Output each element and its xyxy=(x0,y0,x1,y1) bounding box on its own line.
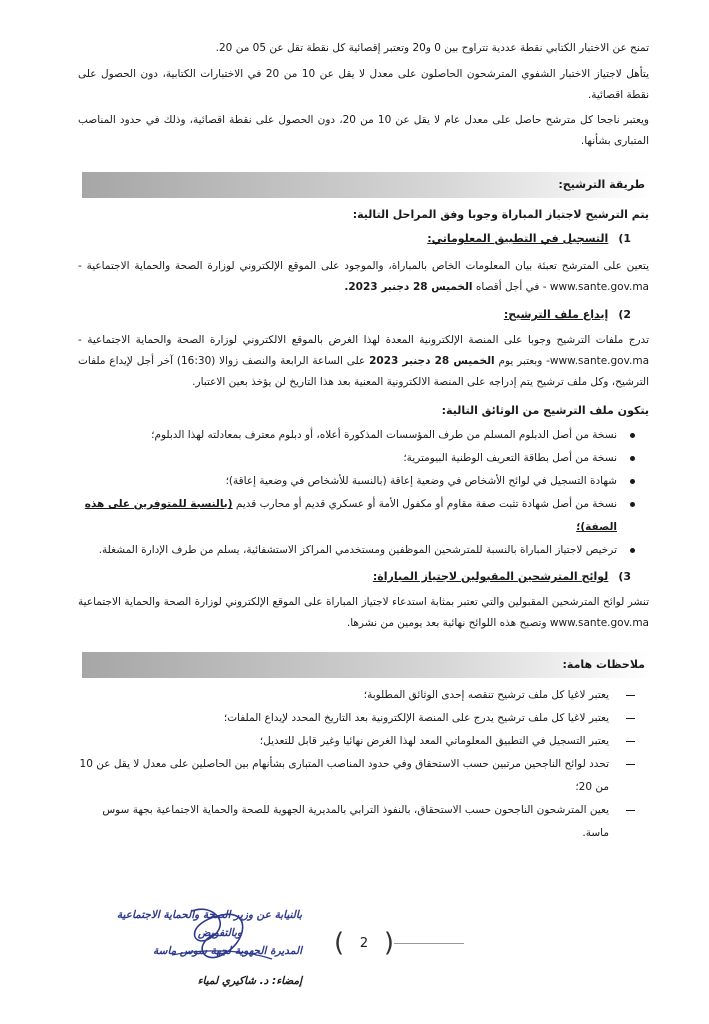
document-item: ترخيص لاجتياز المباراة بالنسبة للمترشحين الموظفين ومستخدمي المراكز الاستشفائية، يسلم من طرف الإدارة المشغلة. xyxy=(78,539,639,562)
notes-list xyxy=(78,684,639,845)
intro-line-2: يتأهل لاجتياز الاختبار الشفوي المترشحون الحاصلون على معدل لا يقل عن 10 من 20 في الاختبارات الكتابية، دون الحصول على نقطة اقصائية. xyxy=(78,68,649,101)
step3-title: لوائح المترشحين المقبولين لاجتياز المباراة: xyxy=(372,570,609,583)
signature-line-3: المديرة الجهوية لجهة سوس ماسة xyxy=(153,945,302,957)
section-banner-notes: ملاحظات هامة: xyxy=(82,652,651,678)
candidacy-intro: يتم الترشيح لاجتياز المباراة وجوبا وفق المراحل التالية: xyxy=(352,208,649,221)
document-item: نسخة من أصل بطاقة التعريف الوطنية البيومترية؛ xyxy=(78,447,639,470)
signature-block xyxy=(72,903,302,1003)
step1-text xyxy=(78,256,649,298)
note-item: يعتبر لاغيا كل ملف ترشيح يدرج على المنصة الإلكترونية بعد التاريخ المحدد لإيداع الملفات؛ xyxy=(78,707,639,730)
step1-number: 1) xyxy=(618,232,631,245)
step2-title: إيداع ملف الترشيح: xyxy=(503,308,609,321)
intro-line-3: ويعتبر ناجحا كل مترشح حاصل على معدل عام لا يقل عن 10 من 20، دون الحصول على نقطة اقصائية، وذلك في حدود المناصب المتبارى بشأنها. xyxy=(78,114,649,147)
note-item: يعتبر لاغيا كل ملف ترشيح تنقصه إحدى الوثائق المطلوبة؛ xyxy=(78,684,639,707)
intro-line-1: تمنح عن الاختبار الكتابي نقطة عددية تتراوح بين 0 و20 وتعتبر إقصائية كل نقطة تقل عن 05 من 20. xyxy=(215,42,649,54)
documents-list xyxy=(78,424,639,562)
note-item: تحدد لوائح الناجحين مرتبين حسب الاستحقاق وفي حدود المناصب المتبارى بشأنهام بين الحاصلين على معدل لا يقل عن 10 من 20؛ xyxy=(78,753,639,799)
step1-body: يتعين على المترشح تعبئة بيان المعلومات الخاص بالمباراة، والموجود على الموقع الإلكتروني لوزارة الصحة والحماية الاجتماعية - www.sante.gov.ma - في أجل أقصاه xyxy=(78,260,649,293)
document-item: نسخة من أصل الدبلوم المسلم من طرف المؤسسات المذكورة أعلاه، أو دبلوم معترف بمعادلته لهذا الدبلوم؛ xyxy=(78,424,639,447)
signature-line-4: إمضاء: د. شاكيري لمياء xyxy=(197,975,302,987)
step1-title: التسجيل في التطبيق المعلوماتي: xyxy=(427,232,609,245)
doc4-bold: (بالنسبة للمتوفرين على هذه الصفة)؛ xyxy=(84,498,617,533)
note-item: يعين المترشحون الناجحون حسب الاستحقاق، بالنفوذ الترابي بالمديرية الجهوية للصحة والحماية الاجتماعية بجهة سوس ماسة. xyxy=(78,799,639,845)
step1-heading xyxy=(427,232,631,245)
signature-line-2: وبالتفويض xyxy=(197,927,242,939)
step2-heading xyxy=(504,308,631,321)
document-item xyxy=(78,493,639,539)
step2-deadline: الخميس 28 دجنبر 2023 xyxy=(369,355,495,367)
step2-body-a: تدرج ملفات الترشيح وجوبا على المنصة الإلكترونية المعدة لهذا الغرض بالموقع الالكتروني لوزارة الصحة والحماية الاجتماعية - www.sante.gov.ma- وبعتبر يوم xyxy=(78,334,650,367)
page-number-value: 2 xyxy=(359,936,369,951)
document-item: شهادة التسجيل في لوائح الأشخاص في وضعية إعاقة (بالنسبة للأشخاص في وضعية إعاقة)؛ xyxy=(78,470,639,493)
docs-title: يتكون ملف الترشيح من الوثائق التالية: xyxy=(441,404,649,417)
step1-deadline: الخميس 28 دجنبر 2023. xyxy=(344,281,473,293)
note-item: يعتبر التسجيل في التطبيق المعلوماتي المعد لهذا الغرض نهائيا وغير قابل للتعديل؛ xyxy=(78,730,639,753)
signature-line-1: بالنيابة عن وزير الصحة والحماية الاجتماعية xyxy=(116,909,302,921)
step3-heading xyxy=(373,570,631,583)
step3-number: 3) xyxy=(618,570,631,583)
step3-text: تنشر لوائح المترشحين المقبولين والتي تعتبر بمثابة استدعاء لاجتياز المباراة على الموقع الإلكتروني لوزارة الصحة والحماية الاجتماعية www.sante.gov.ma وتصبح هذه اللوائح نهائية بعد يومين من نشرها. xyxy=(78,596,649,629)
step2-text xyxy=(78,330,649,393)
step2-number: 2) xyxy=(618,308,631,321)
section-banner-candidacy: طريقة الترشيح: xyxy=(82,172,651,198)
page-number: ( 2 ) xyxy=(334,928,394,958)
step2-body-b: على الساعة الرابعة والنصف زوالا (16:30) آخر أجل لإيداع ملفات الترشيح، وكل ملف ترشيح يتم إدراجه على المنصة الالكترونية المعنية بعد هذا التاريخ لن يؤخذ بعين الاعتبار. xyxy=(78,355,649,388)
footer-rule-right xyxy=(394,943,464,944)
doc4-text: نسخة من أصل شهادة تثبت صفة مقاوم أو مكفول الأمة أو عسكري قديم أو محارب قديم xyxy=(232,498,617,510)
